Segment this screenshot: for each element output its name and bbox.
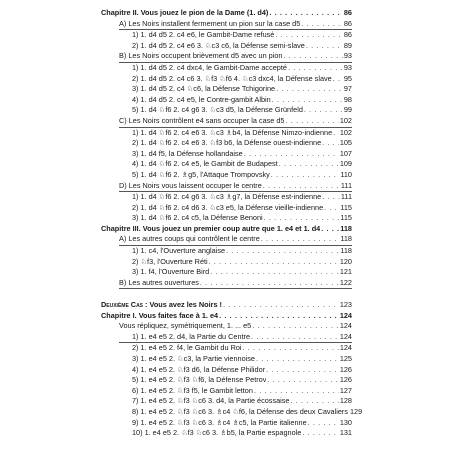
toc-entry[interactable] [0, 149, 452, 160]
toc-entry[interactable] [0, 386, 452, 397]
toc-entry-title: 6) 1. e4 e5 2. ♘f3 f5, le Gambit letton [132, 385, 253, 395]
page-number: 115 [340, 202, 352, 212]
dot-leader [333, 74, 343, 85]
table-of-contents [0, 8, 452, 439]
toc-entry-title: 10) 1. e4 e5 2. ♘f3 ♘c6 3. ♗b5, la Partie espagnole [132, 428, 302, 438]
toc-entry-title: D) Les Noirs vous laissent occuper le centre [119, 180, 262, 190]
toc-entry-title: 2) 1. d4 ♘f6 2. c4 d6 3. ♘c3 e5, la Défense vieille-indienne [132, 202, 324, 212]
toc-chapter[interactable] [0, 8, 452, 19]
page-number: 115 [340, 213, 352, 223]
dot-leader [304, 105, 343, 116]
toc-entry[interactable] [0, 170, 452, 181]
dot-leader [308, 418, 339, 429]
toc-entry-title: 3) 1. f4, l'Ouverture Bird [132, 267, 210, 277]
page-number: 111 [340, 192, 352, 202]
dot-leader [275, 30, 343, 41]
toc-entry-title: Chapitre II. Vous jouez le pion de la Dame (1. d4) [101, 8, 269, 17]
dot-leader [271, 170, 340, 181]
toc-entry-title: 1) 1. d4 ♘f6 2. c4 e6 3. ♘c3 ♗b4, la Défense Nimzo-indienne [132, 127, 333, 137]
dot-leader [261, 234, 340, 245]
toc-entry-title: 3) 1. d4 d5 2. c4 ♘c6, la Défense Tchigorine [132, 84, 276, 94]
dot-leader [302, 428, 338, 439]
toc-entry-title: 1) 1. d4 d5 2. c4 dxc4, le Gambit-Dame accepté [132, 62, 287, 72]
dot-leader [269, 8, 343, 19]
toc-entry[interactable] [0, 407, 452, 418]
toc-entry-title: 5) 1. e4 e5 2. ♘f3 ♘f6, la Défense Petrov [132, 375, 267, 385]
dot-leader [306, 41, 343, 52]
toc-entry-title: 2) 1. d4 d5 2. c4 e6 3. ♘c3 c6, la Défense semi-slave [132, 40, 305, 50]
toc-section[interactable] [0, 51, 452, 62]
toc-entry[interactable] [0, 246, 452, 257]
dot-leader [254, 386, 339, 397]
page-number: 118 [340, 246, 352, 256]
page-number: 102 [339, 127, 352, 137]
toc-entry[interactable] [0, 354, 452, 365]
toc-entry-title: 7) 1. e4 e5 2. ♘f3 ♘c6 3. d4, la Partie écossaise [132, 396, 290, 406]
toc-entry[interactable] [0, 95, 452, 106]
toc-entry[interactable] [0, 418, 452, 429]
toc-entry-title: 2) 1. d4 ♘f6 2. c4 e6 3. ♘f3 b6, la Défense ouest-indienne [132, 138, 322, 148]
page-number: 98 [343, 94, 352, 104]
dot-leader [279, 159, 339, 170]
page-number: 86 [343, 30, 352, 40]
page-number: 111 [340, 180, 352, 190]
toc-entry[interactable] [0, 203, 452, 214]
page-number: 95 [343, 73, 352, 83]
page-number: 124 [339, 310, 352, 320]
page-number: 125 [339, 354, 352, 363]
toc-entry-title: 8) 1. e4 e5 2. ♘f3 ♘c6 3. ♗c4 ♘f6, la Défense des deux Cavaliers [132, 406, 348, 416]
toc-section[interactable] [0, 321, 452, 332]
page-number: 118 [340, 223, 352, 233]
dot-leader [256, 354, 339, 365]
dot-leader [301, 19, 343, 30]
toc-entry-title: 3) 1. d4 ♘f6 2. c4 c5, la Défense Benoni [132, 213, 263, 223]
dot-leader [252, 321, 339, 332]
page-number: 105 [339, 138, 352, 148]
dot-leader [324, 203, 339, 214]
toc-entry[interactable] [0, 159, 452, 170]
page-number: 86 [343, 18, 352, 28]
page-number: 129 [350, 406, 363, 416]
dot-leader [209, 257, 339, 268]
toc-entry-title: 1) 1. c4, l'Ouverture anglaise [132, 246, 226, 256]
page-number: 109 [339, 159, 352, 169]
toc-entry-title: 2) 1. e4 e5 2. f4, le Gambit du Roi [132, 343, 242, 353]
toc-entry-title: B) Les Noirs occupent brièvement d5 avec un pion [119, 51, 283, 61]
toc-entry[interactable] [0, 74, 452, 85]
toc-entry-title: A) Les Noirs installent fermement un pion sur la case d5 [119, 18, 301, 28]
toc-entry[interactable] [0, 332, 452, 343]
page-number: 97 [343, 84, 352, 94]
toc-entry[interactable] [0, 257, 452, 268]
toc-chapter[interactable] [0, 224, 452, 235]
page-number: 102 [339, 115, 352, 125]
toc-entry[interactable] [0, 84, 452, 95]
dot-leader [266, 365, 339, 376]
toc-section[interactable] [0, 116, 452, 127]
toc-entry-title: 1) 1. d4 ♘f6 2. c4 g6 3. ♘c3 ♗g7, la Défense est-indienne [132, 192, 322, 202]
dot-leader [285, 116, 338, 127]
dot-leader [267, 375, 338, 386]
dot-leader [291, 396, 339, 407]
dot-leader [333, 128, 339, 139]
dot-leader [272, 95, 343, 106]
page-number: 126 [339, 364, 352, 374]
page-number: 107 [339, 148, 352, 158]
dot-leader [226, 246, 339, 257]
page-number: 110 [340, 169, 352, 179]
page-number: 130 [339, 417, 352, 427]
toc-entry-title: 5) 1. d4 ♘f6 2. c4 g6 3. ♘c3 d5, la Défense Grünfeld [132, 105, 303, 115]
dot-leader [321, 224, 339, 235]
page-number: 86 [343, 8, 352, 17]
page-number: 93 [343, 62, 352, 72]
page-number: 128 [339, 396, 352, 406]
dot-leader [219, 311, 339, 322]
page-number: 121 [339, 267, 352, 277]
toc-entry[interactable] [0, 365, 452, 376]
page-number: 89 [343, 40, 352, 50]
dot-leader [200, 278, 339, 289]
page-number: 127 [339, 385, 352, 395]
toc-entry[interactable] [0, 396, 452, 407]
toc-entry-title [101, 300, 222, 311]
toc-entry-title: Vous répliquez, symétriquement, 1. ... e5 [119, 321, 252, 331]
dot-leader [210, 267, 339, 278]
dot-leader [223, 300, 339, 311]
toc-section[interactable] [0, 19, 452, 30]
toc-entry[interactable] [0, 128, 452, 139]
toc-entry-title: 4) 1. e4 e5 2. ♘f3 d6, la Défense Philidor [132, 364, 266, 374]
toc-entry-title: 4) 1. d4 ♘f6 2. c4 e5, le Gambit de Budapest [132, 159, 278, 169]
toc-section[interactable] [0, 278, 452, 289]
page-number: 124 [339, 331, 352, 341]
page-number: 131 [339, 428, 352, 438]
dot-leader [322, 138, 339, 149]
toc-entry[interactable] [0, 138, 452, 149]
toc-entry-title: C) Les Noirs contrôlent e4 sans occuper la case d5 [119, 115, 285, 125]
toc-entry[interactable] [0, 428, 452, 439]
toc-entry-title: 3) 1. e4 e5 2. ♘c3, la Partie viennoise [132, 354, 255, 363]
dot-leader [251, 332, 339, 343]
dot-leader [263, 181, 340, 192]
toc-entry[interactable] [0, 375, 452, 386]
toc-entry[interactable] [0, 63, 452, 74]
page-number: 122 [339, 277, 352, 287]
toc-entry-title: 2) 1. d4 d5 2. c4 c6 3. ♘f3 ♘f6 4. ♘c3 dxc4, la Défense slave [132, 73, 332, 83]
toc-spacer [0, 289, 452, 300]
toc-entry[interactable] [0, 343, 452, 354]
toc-section[interactable] [0, 181, 452, 192]
dot-leader [288, 63, 343, 74]
page-number: 123 [339, 300, 352, 310]
toc-entry-title: 9) 1. e4 e5 2. ♘f3 ♘c6 3. ♗c4 ♗c5, la Partie italienne [132, 417, 307, 427]
page-number: 99 [343, 105, 352, 115]
dot-leader [264, 213, 340, 224]
page-number: 126 [339, 375, 352, 385]
toc-entry-title: 5) 1. d4 ♘f6 2. ♗g5, l'Attaque Trompovsky [132, 169, 270, 179]
dot-leader [283, 51, 342, 62]
toc-entry-title: B) Les autres ouvertures [119, 277, 199, 287]
toc-entry[interactable] [0, 105, 452, 116]
toc-entry-title: 1) 1. d4 d5 2. c4 e6, le Gambit-Dame refusé [132, 30, 275, 40]
page-number: 93 [343, 51, 352, 61]
page-number: 124 [339, 321, 352, 331]
toc-entry-title: 2) ♘f3, l'Ouverture Réti [132, 256, 208, 266]
dot-leader [244, 149, 339, 160]
toc-entry[interactable] [0, 267, 452, 278]
toc-chapter[interactable] [0, 311, 452, 322]
toc-entry-title: 1) 1. e4 e5 2. d4, la Partie du Centre [132, 331, 251, 341]
toc-entry[interactable] [0, 192, 452, 203]
toc-entry-title: 4) 1. d4 d5 2. c4 e5, le Contre-gambit Albin [132, 94, 271, 104]
toc-entry[interactable] [0, 30, 452, 41]
toc-entry-title: A) Les autres coups qui contrôlent le centre [119, 234, 260, 244]
page-number: 118 [340, 234, 352, 244]
dot-leader [243, 343, 339, 354]
toc-entry-title: Chapitre I. Vous faites face à 1. e4 [101, 310, 219, 320]
toc-entry[interactable] [0, 213, 452, 224]
toc-entry-title: 3) 1. d4 f5, la Défense hollandaise [132, 148, 243, 158]
toc-entry[interactable] [0, 41, 452, 52]
page-number: 124 [339, 343, 352, 353]
part-title: : Vous avez les Noirs ! [143, 300, 222, 310]
toc-entry-title: Chapitre III. Vous jouez un premier coup autre que 1. e4 et 1. d4 [101, 223, 321, 233]
toc-section[interactable] [0, 234, 452, 245]
dot-leader [322, 192, 340, 203]
part-lead: Deuxième Cas [101, 300, 144, 310]
toc-part[interactable] [0, 300, 452, 311]
page-number: 120 [339, 256, 352, 266]
dot-leader [276, 84, 343, 95]
